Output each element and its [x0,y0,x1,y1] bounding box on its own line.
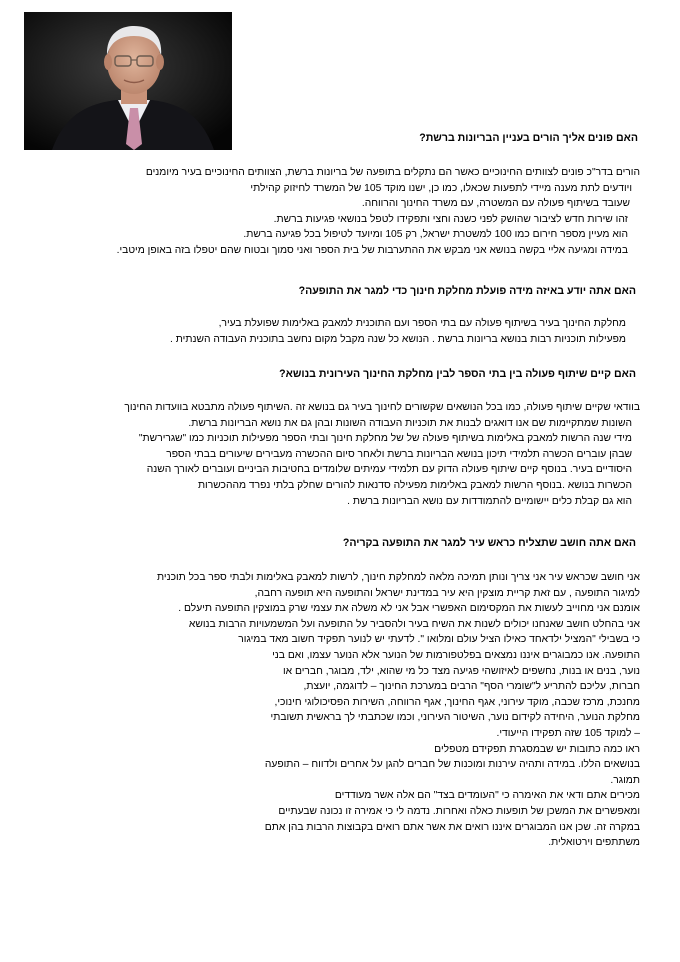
answer-line: אני חושב שכראש עיר אני צריך ונותן תמיכה מלאה למחלקת חינוך, לרשות למאבק באלימות ולבתי ספר בכל תוכנית [157,572,640,583]
answer-1 [117,165,640,259]
answer-2 [170,316,640,347]
answer-line: ראו כמה כתובות יש שבמסגרת תפקידם מטפלים [434,743,640,755]
answer-line: מחנכת, מרכז שכבה, מוקד עירוני, אגף החינוך, אגף הרווחה, השירות הפסיכולוגי חינוכי, [274,696,640,708]
portrait-photo [24,12,232,150]
answer-line: שבהן עוברים הכשרה תלמידי תיכון בנושא הבריונות ברשת ולאחר סיום ההכשרה מעבירים שיעורים בבתי הספר [166,448,632,460]
answer-line: אומנם אני מחוייב לעשות את המקסימום האפשרי אבל אני לא משלה את עצמי שרק במוצקין התופעה תיעלם . [178,603,640,615]
question-1: האם פונים אליך הורים בעניין הבריונות ברשת? [419,132,638,144]
answer-line: חברות, עליכם להתריע ל"שומרי הסף" הרבים במערכת החינוך – לדוגמה, יועצת, [303,681,640,693]
answer-line: מחלקת הנוער, היחידה לקידום נוער, השיטור העירוני, וכמו שכתבתי לך בראשית תשובתי [270,712,640,724]
answer-line: במידה ומגיעה אליי בקשה בנושא אני מבקש את ההתערבות של בית הספר ואני סמוך ובטוח שהם יטפלו בזה באופן מיטבי. [116,244,628,256]
answer-line: הוא גם קבלת כלים יישומיים להתמודדות עם נושא הבריונות ברשת . [347,495,632,507]
answer-line: בנושאים הללו. במידה ותהיה עירנות ומוכנות של חברים להגן על אחרים ולדווח – התופעה [264,759,640,771]
answer-line: התופעה. אנו כמבוגרים איננו נמצאים בפלטפורמות של הנוער אלא הנוער עצמו, ואם בני [272,649,640,661]
question-3: האם קיים שיתוף פעולה בין בתי הספר לבין מחלקת החינוך העירונית בנושא? [279,368,636,380]
answer-line: – למוקד 105 שזה תפקידו הייעודי. [496,727,640,739]
answer-line: למיגור התופעה , עם זאת קריית מוצקין היא עיר במדינת ישראל והתופעה היא תופעה רחבה, [254,587,640,599]
answer-line: הורים בדר"כ פונים לצוותים החינוכיים כאשר הם נתקלים בתופעה של בריונות ברשת, הצוותים החינוכיים בעיר מיומנים [145,167,640,178]
answer-line: כי בשבילי "המציל ילדאחד כאילו הציל עולם ומלואו ". לדעתי יש לנוער תפקיד חשוב מאד במיגור [238,634,640,646]
answer-line: מפעילות תוכניות רבות בנושא בריונות ברשת . הנושא כל שנה מקבל מקום נחשב בתוכנית העבודה השנתית . [170,333,626,345]
answer-line: משתתפים וירטואלית. [548,837,640,849]
question-2: האם אתה יודע באיזה מידה פועלת מחלקת חינוך כדי למגר את התופעה? [298,285,636,297]
answer-4 [157,570,640,851]
answer-line: השונות שמתקיימות שם אנו דואגים לבנות את תוכניות העבודה השונות ובהן גם את נושא הבריונות ברשת. [188,417,632,429]
portrait-icon [24,12,232,150]
answer-line: תמוגר. [610,774,640,786]
answer-line: הכשרות בנושא .בנוסף הרשות למאבק באלימות מפעילה סדנאות להורים שחלק בלתי נפרד מההכשרות [197,479,632,491]
answer-line: מחלקת החינוך בעיר בשיתוף פעולה עם בתי הספר ועם התוכנית למאבק באלימות שפועלת בעיר, [218,318,626,329]
answer-line: נוער, בנים או בנות, נחשפים לאיזושהי פגיעה מצד כל מי שהוא, ילד, מבוגר, חברים או [282,665,640,677]
answer-line: הוא מעיין מספר חירום כמו 100 למשטרת ישראל, רק 105 ומיועד לטיפול בכל פגיעה ברשת. [243,229,628,241]
answer-line: במקרה זה. שכן אנו המבוגרים איננו רואים את אשר אתם רואים בקבוצות הרבות בהן אתם [264,821,640,833]
answer-line: מכירים אתם ודאי את האימרה כי "העומדים בצד" הם אלה אשר מעודדים [334,790,640,802]
answer-line: מידי שנה הרשות למאבק באלימות בשיתוף פעולה של של מחלקת חינוך ובתי הספר מפעילות תוכניות כמו "שגרירשת" [138,433,632,445]
answer-line: זהו שירות חדש לציבור שהושק לפני כשנה וחצי ותפקידו לטפל בנושאי פגיעות ברשת. [273,213,628,225]
answer-line: היסודיים בעיר. בנוסף קיים שיתוף פעולה הדוק עם תלמידי עמיתים שלומדים בחטיבות הביניים ועוברים לאורך השנה [146,464,632,476]
answer-line: ויודעים לתת מענה מיידי לתפעות שכאלו, כמו כן, ישנו מוקד 105 של המשרד לחיזוק קהילתי [250,182,632,194]
answer-line: שעובד בשיתוף פעולה עם המשטרה, עם משרד החינוך והרווחה. [361,198,630,210]
answer-line: בוודאי שקיים שיתוף פעולה, כמו בכל הנושאים שקשורים לחינוך בעיר גם בנושא זה .השיתוף פעולה מתבטא בוועדות החינוך [124,402,640,413]
answer-line: אני בהחלט חושב שאנחנו יכולים לשנות את השיח בעיר ולהסביר על התופעה ועל המשמעויות הרבות בנושא [188,618,640,630]
question-4: האם אתה חושב שתצליח כראש עיר למגר את התופעה בקריה? [342,537,636,549]
answer-3 [124,400,640,509]
answer-line: ומאפשרים את המשכן של תופעות כאלה ואחרות. נדמה לי כי אמירה זו נכונה שבעתיים [278,805,640,817]
